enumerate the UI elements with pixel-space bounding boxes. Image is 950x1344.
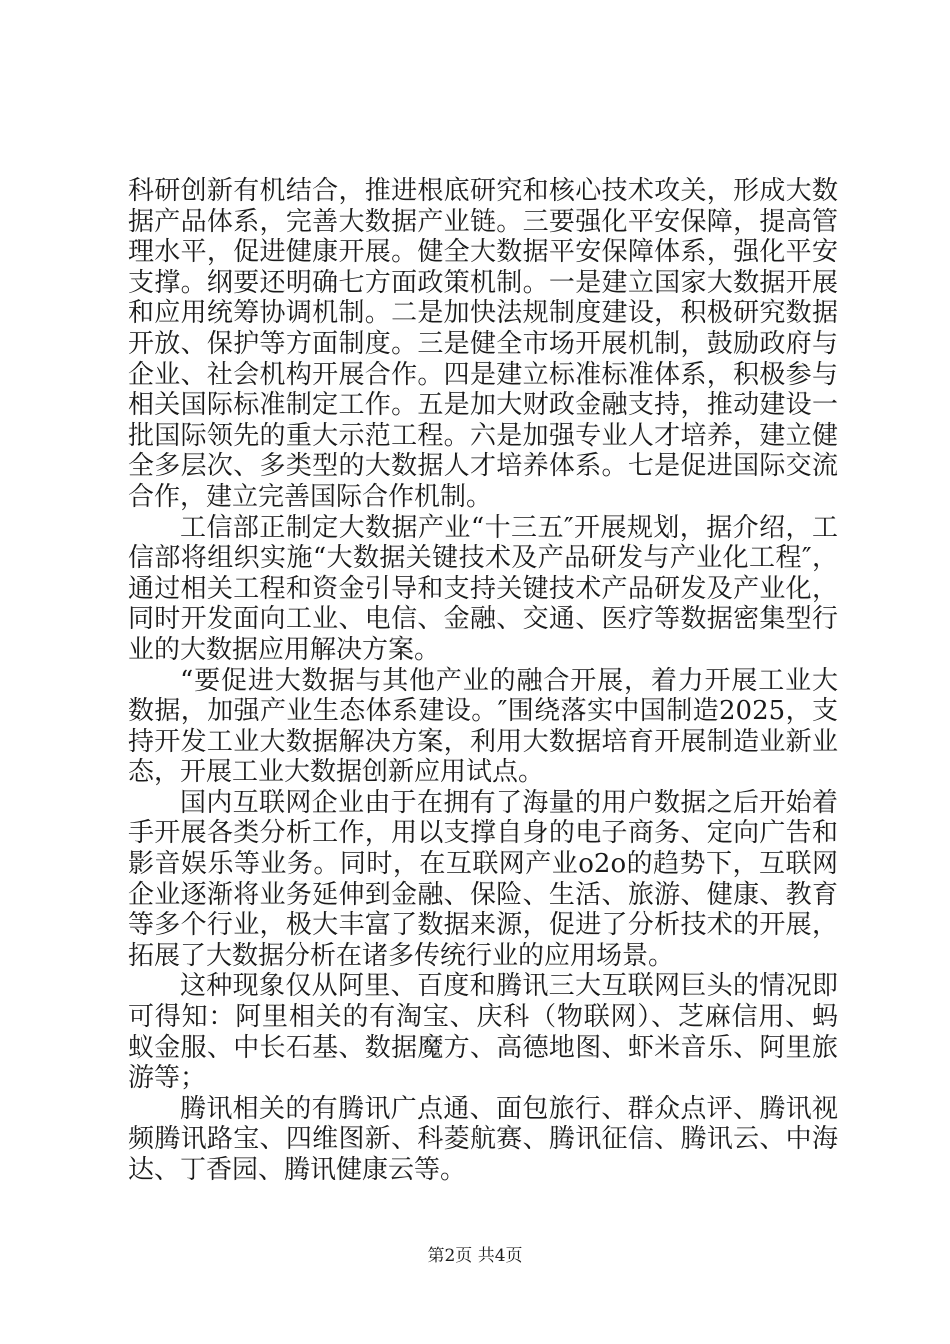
paragraph-6: 腾讯相关的有腾讯广点通、面包旅行、群众点评、腾讯视频腾讯路宝、四维图新、科菱航赛、腾讯征信、腾讯云、中海达、丁香园、腾讯健康云等。 <box>128 1093 838 1185</box>
paragraph-4: 国内互联网企业由于在拥有了海量的用户数据之后开始着手开展各类分析工作，用以支撑自身的电子商务、定向广告和影音娱乐等业务。同时，在互联网产业o2o的趋势下，互联网企业逐渐将业务延伸到金融、保险、生活、旅游、健康、教育等多个行业，极大丰富了数据来源，促进了分析技术的开展，拓展了大数据分析在诸多传统行业的应用场景。 <box>128 787 838 971</box>
paragraph-1: 科研创新有机结合，推进根底研究和核心技术攻关，形成大数据产品体系，完善大数据产业链。三要强化平安保障，提高管理水平，促进健康开展。健全大数据平安保障体系，强化平安支撑。纲要还明确七方面政策机制。一是建立国家大数据开展和应用统筹协调机制。二是加快法规制度建设，积极研究数据开放、保护等方面制度。三是健全市场开展机制，鼓励政府与企业、社会机构开展合作。四是建立标准标准体系，积极参与相关国际标准制定工作。五是加大财政金融支持，推动建设一批国际领先的重大示范工程。六是加强专业人才培养，建立健全多层次、多类型的大数据人才培养体系。七是促进国际交流合作，建立完善国际合作机制。 <box>128 176 838 512</box>
paragraph-2: 工信部正制定大数据产业“十三五″开展规划，据介绍，工信部将组织实施“大数据关键技术及产品研发与产业化工程″，通过相关工程和资金引导和支持关键技术产品研发及产业化，同时开发面向工业、电信、金融、交通、医疗等数据密集型行业的大数据应用解决方案。 <box>128 512 838 665</box>
page-number-footer: 第2页 共4页 <box>427 1246 523 1266</box>
document-body <box>128 176 838 1186</box>
paragraph-5: 这种现象仅从阿里、百度和腾讯三大互联网巨头的情况即可得知：阿里相关的有淘宝、庆科（物联网）、芝麻信用、蚂蚁金服、中长石基、数据魔方、高德地图、虾米音乐、阿里旅游等； <box>128 971 838 1094</box>
paragraph-3: “要促进大数据与其他产业的融合开展，着力开展工业大数据，加强产业生态体系建设。″围绕落实中国制造2025，支持开发工业大数据解决方案，利用大数据培育开展制造业新业态，开展工业大数据创新应用试点。 <box>128 665 838 788</box>
